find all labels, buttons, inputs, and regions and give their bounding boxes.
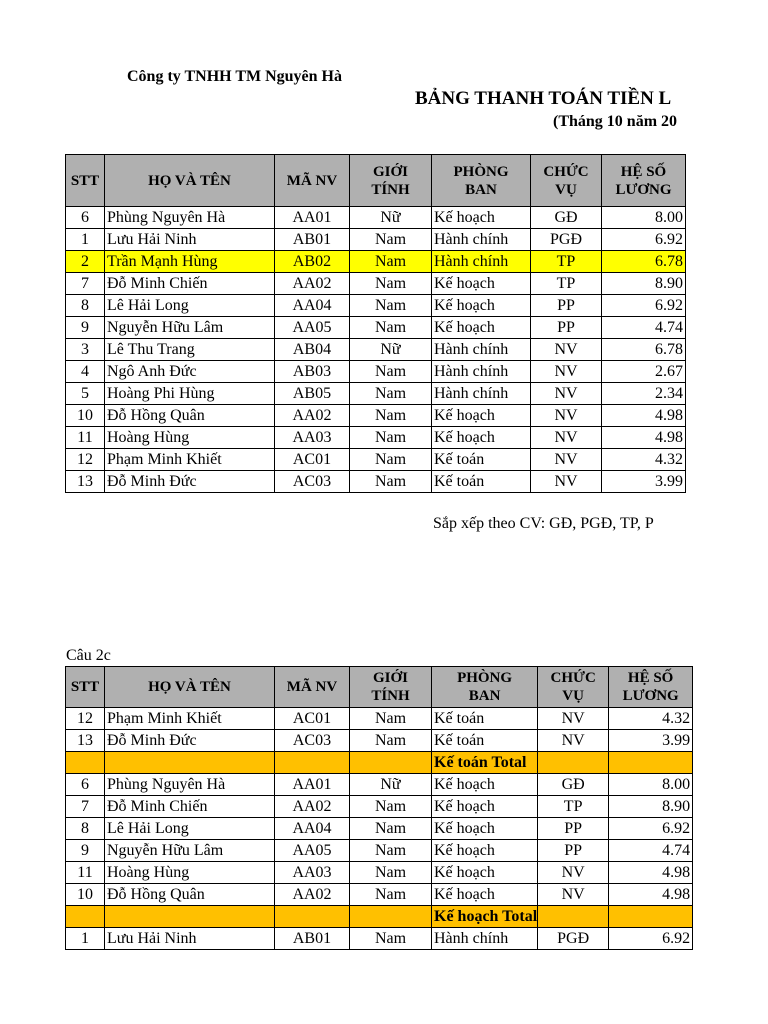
col-header-ma-nv[interactable]: MÃ NV xyxy=(275,667,350,708)
cell-stt[interactable]: 11 xyxy=(66,427,105,449)
cell-chuc-vu[interactable]: GĐ xyxy=(538,774,609,796)
cell-phong-ban[interactable]: Kế hoạch xyxy=(432,796,538,818)
cell-phong-ban[interactable]: Kế hoạch xyxy=(432,840,538,862)
cell-chuc-vu[interactable]: PP xyxy=(538,818,609,840)
cell-ma-nv[interactable]: AC03 xyxy=(275,730,350,752)
table-row xyxy=(66,471,686,493)
cell-he-so[interactable]: 4.98 xyxy=(609,862,693,884)
cell-ma-nv[interactable]: AA01 xyxy=(275,774,350,796)
subtotal-empty-cell[interactable] xyxy=(275,752,350,774)
cell-gioi-tinh[interactable]: Nam xyxy=(350,862,432,884)
cell-chuc-vu[interactable]: TP xyxy=(531,273,602,295)
header-row xyxy=(66,155,686,207)
subtotal-empty-cell[interactable] xyxy=(105,906,275,928)
cell-name[interactable]: Hoàng Hùng xyxy=(105,862,275,884)
cell-phong-ban[interactable]: Kế hoạch xyxy=(432,405,531,427)
col-header-chuc-vu[interactable]: CHỨC VỤ xyxy=(538,667,609,708)
cell-ma-nv[interactable]: AA01 xyxy=(275,207,350,229)
cell-ma-nv[interactable]: AA02 xyxy=(275,405,350,427)
cell-stt[interactable]: 3 xyxy=(66,339,105,361)
cell-phong-ban[interactable]: Kế hoạch xyxy=(432,295,531,317)
cell-ma-nv[interactable]: AA03 xyxy=(275,427,350,449)
cell-name[interactable]: Lê Hải Long xyxy=(105,818,275,840)
cell-name[interactable]: Đỗ Hồng Quân xyxy=(105,884,275,906)
cell-stt[interactable]: 10 xyxy=(66,884,105,906)
cell-name[interactable]: Ngô Anh Đức xyxy=(105,361,275,383)
cell-gioi-tinh[interactable]: Nam xyxy=(350,317,432,339)
cell-he-so[interactable]: 6.78 xyxy=(602,339,686,361)
cell-name[interactable]: Nguyễn Hữu Lâm xyxy=(105,317,275,339)
cell-ma-nv[interactable]: AB03 xyxy=(275,361,350,383)
cell-stt[interactable]: 8 xyxy=(66,295,105,317)
cell-name[interactable]: Đỗ Minh Chiến xyxy=(105,796,275,818)
cell-he-so[interactable]: 4.74 xyxy=(602,317,686,339)
cell-phong-ban[interactable]: Kế toán xyxy=(432,449,531,471)
col-header-gioi-tinh[interactable]: GIỚI TÍNH xyxy=(350,155,432,207)
cell-name[interactable]: Phạm Minh Khiết xyxy=(105,449,275,471)
cell-ma-nv[interactable]: AA02 xyxy=(275,884,350,906)
cell-stt[interactable]: 2 xyxy=(66,251,105,273)
cell-name[interactable]: Đỗ Minh Đức xyxy=(105,471,275,493)
cell-he-so[interactable]: 8.90 xyxy=(602,273,686,295)
cell-name[interactable]: Phùng Nguyên Hà xyxy=(105,207,275,229)
table-row xyxy=(66,273,686,295)
cell-chuc-vu[interactable]: PP xyxy=(531,317,602,339)
subtotal-empty-cell[interactable] xyxy=(105,752,275,774)
sheet-subtitle: (Tháng 10 năm 20 xyxy=(553,113,678,130)
subtotal-empty-cell[interactable] xyxy=(275,906,350,928)
cell-name[interactable]: Lê Hải Long xyxy=(105,295,275,317)
table-row xyxy=(66,884,693,906)
cell-he-so[interactable]: 6.92 xyxy=(602,229,686,251)
cell-chuc-vu[interactable]: NV xyxy=(538,730,609,752)
cell-ma-nv[interactable]: AA02 xyxy=(275,273,350,295)
cell-name[interactable]: Lưu Hải Ninh xyxy=(105,229,275,251)
col-header-name[interactable]: HỌ VÀ TÊN xyxy=(105,155,275,207)
cell-he-so[interactable]: 8.90 xyxy=(609,796,693,818)
table-row xyxy=(66,928,693,950)
col-header-phong-ban[interactable]: PHÒNG BAN xyxy=(432,155,531,207)
cell-he-so[interactable]: 8.00 xyxy=(602,207,686,229)
cell-stt[interactable]: 10 xyxy=(66,405,105,427)
cell-he-so[interactable]: 3.99 xyxy=(602,471,686,493)
cell-stt[interactable]: 12 xyxy=(66,708,105,730)
cell-ma-nv[interactable]: AB02 xyxy=(275,251,350,273)
cell-chuc-vu[interactable]: NV xyxy=(531,449,602,471)
cell-chuc-vu[interactable]: NV xyxy=(538,862,609,884)
table-row xyxy=(66,774,693,796)
cell-phong-ban[interactable]: Kế toán xyxy=(432,708,538,730)
cell-gioi-tinh[interactable]: Nam xyxy=(350,708,432,730)
cell-gioi-tinh[interactable]: Nam xyxy=(350,405,432,427)
cell-chuc-vu[interactable]: NV xyxy=(538,708,609,730)
table-row xyxy=(66,361,686,383)
company-name: Công ty TNHH TM Nguyên Hà xyxy=(127,68,342,85)
cell-gioi-tinh[interactable]: Nam xyxy=(350,383,432,405)
cell-ma-nv[interactable]: AC01 xyxy=(275,708,350,730)
cell-ma-nv[interactable]: AA04 xyxy=(275,818,350,840)
cell-phong-ban[interactable]: Kế toán xyxy=(432,471,531,493)
cell-ma-nv[interactable]: AA04 xyxy=(275,295,350,317)
cell-he-so[interactable]: 3.99 xyxy=(609,730,693,752)
col-header-stt[interactable]: STT xyxy=(66,667,105,708)
cell-he-so[interactable]: 6.78 xyxy=(602,251,686,273)
table-row xyxy=(66,708,693,730)
subtotal-empty-cell[interactable] xyxy=(350,906,432,928)
cell-ma-nv[interactable]: AB04 xyxy=(275,339,350,361)
subtotal-empty-cell[interactable] xyxy=(538,906,609,928)
col-header-chuc-vu[interactable]: CHỨC VỤ xyxy=(531,155,602,207)
cell-he-so[interactable]: 4.32 xyxy=(602,449,686,471)
cell-stt[interactable]: 1 xyxy=(66,928,105,950)
cell-stt[interactable]: 5 xyxy=(66,383,105,405)
cell-stt[interactable]: 4 xyxy=(66,361,105,383)
cell-chuc-vu[interactable]: NV xyxy=(531,405,602,427)
cell-ma-nv[interactable]: AB01 xyxy=(275,928,350,950)
subtotal-empty-cell[interactable] xyxy=(66,906,105,928)
cell-chuc-vu[interactable]: NV xyxy=(531,383,602,405)
cell-gioi-tinh[interactable]: Nữ xyxy=(350,207,432,229)
cell-gioi-tinh[interactable]: Nam xyxy=(350,427,432,449)
cell-phong-ban[interactable]: Kế hoạch xyxy=(432,774,538,796)
cell-he-so[interactable]: 6.92 xyxy=(609,818,693,840)
table-row xyxy=(66,405,686,427)
table-row xyxy=(66,339,686,361)
cell-gioi-tinh[interactable]: Nam xyxy=(350,796,432,818)
cell-he-so[interactable]: 6.92 xyxy=(609,928,693,950)
sort-note: Sắp xếp theo CV: GĐ, PGĐ, TP, P xyxy=(433,515,654,532)
cell-chuc-vu[interactable]: TP xyxy=(538,796,609,818)
cell-ma-nv[interactable]: AB05 xyxy=(275,383,350,405)
cell-he-so[interactable]: 6.92 xyxy=(602,295,686,317)
cell-gioi-tinh[interactable]: Nam xyxy=(350,730,432,752)
table-row xyxy=(66,427,686,449)
cell-phong-ban[interactable]: Kế hoạch xyxy=(432,818,538,840)
cell-ma-nv[interactable]: AA05 xyxy=(275,317,350,339)
salary-table-subtotals xyxy=(65,666,693,950)
subtotal-empty-cell[interactable] xyxy=(538,752,609,774)
cell-name[interactable]: Hoàng Phi Hùng xyxy=(105,383,275,405)
cell-gioi-tinh[interactable]: Nữ xyxy=(350,339,432,361)
salary-table-sorted xyxy=(65,154,686,493)
subtotal-label[interactable]: Kế hoạch Total xyxy=(432,906,538,928)
col-header-gioi-tinh[interactable]: GIỚI TÍNH xyxy=(350,667,432,708)
table-row xyxy=(66,229,686,251)
cell-phong-ban[interactable]: Kế hoạch xyxy=(432,207,531,229)
cell-chuc-vu[interactable]: NV xyxy=(531,361,602,383)
cell-stt[interactable]: 9 xyxy=(66,317,105,339)
cell-gioi-tinh[interactable]: Nam xyxy=(350,361,432,383)
cell-chuc-vu[interactable]: PP xyxy=(538,840,609,862)
cell-gioi-tinh[interactable]: Nam xyxy=(350,884,432,906)
cell-phong-ban[interactable]: Hành chính xyxy=(432,339,531,361)
subtotal-empty-cell[interactable] xyxy=(66,752,105,774)
cell-he-so[interactable]: 4.32 xyxy=(609,708,693,730)
cell-gioi-tinh[interactable]: Nam xyxy=(350,471,432,493)
cell-he-so[interactable]: 8.00 xyxy=(609,774,693,796)
table-row xyxy=(66,818,693,840)
cell-he-so[interactable]: 4.98 xyxy=(609,884,693,906)
subtotal-empty-cell[interactable] xyxy=(609,906,693,928)
subtotal-empty-cell[interactable] xyxy=(350,752,432,774)
cell-phong-ban[interactable]: Hành chính xyxy=(432,229,531,251)
cell-phong-ban[interactable]: Hành chính xyxy=(432,251,531,273)
cell-he-so[interactable]: 2.67 xyxy=(602,361,686,383)
cell-name[interactable]: Phạm Minh Khiết xyxy=(105,708,275,730)
cell-gioi-tinh[interactable]: Nam xyxy=(350,295,432,317)
table-row xyxy=(66,295,686,317)
cell-chuc-vu[interactable]: NV xyxy=(531,339,602,361)
cell-ma-nv[interactable]: AC03 xyxy=(275,471,350,493)
section-label: Câu 2c xyxy=(66,647,111,664)
col-header-stt[interactable]: STT xyxy=(66,155,105,207)
cell-gioi-tinh[interactable]: Nam xyxy=(350,818,432,840)
col-header-he-so[interactable]: HỆ SỐ LƯƠNG xyxy=(602,155,686,207)
cell-phong-ban[interactable]: Hành chính xyxy=(432,383,531,405)
table-row xyxy=(66,207,686,229)
cell-stt[interactable]: 13 xyxy=(66,471,105,493)
header-row xyxy=(66,667,693,708)
cell-chuc-vu[interactable]: PP xyxy=(531,295,602,317)
cell-stt[interactable]: 8 xyxy=(66,818,105,840)
cell-phong-ban[interactable]: Kế hoạch xyxy=(432,427,531,449)
cell-phong-ban[interactable]: Kế toán xyxy=(432,730,538,752)
table-row xyxy=(66,449,686,471)
table-row xyxy=(66,840,693,862)
col-header-ma-nv[interactable]: MÃ NV xyxy=(275,155,350,207)
cell-chuc-vu[interactable]: NV xyxy=(531,471,602,493)
cell-name[interactable]: Lưu Hải Ninh xyxy=(105,928,275,950)
cell-he-so[interactable]: 4.74 xyxy=(609,840,693,862)
cell-name[interactable]: Lê Thu Trang xyxy=(105,339,275,361)
cell-chuc-vu[interactable]: NV xyxy=(531,427,602,449)
cell-name[interactable]: Đỗ Minh Chiến xyxy=(105,273,275,295)
cell-phong-ban[interactable]: Kế hoạch xyxy=(432,884,538,906)
subtotal-row xyxy=(66,752,693,774)
cell-he-so[interactable]: 4.98 xyxy=(602,427,686,449)
table-row xyxy=(66,317,686,339)
cell-gioi-tinh[interactable]: Nam xyxy=(350,229,432,251)
table-row xyxy=(66,796,693,818)
cell-phong-ban[interactable]: Kế hoạch xyxy=(432,317,531,339)
subtotal-row xyxy=(66,906,693,928)
cell-stt[interactable]: 12 xyxy=(66,449,105,471)
cell-stt[interactable]: 6 xyxy=(66,207,105,229)
table-row xyxy=(66,862,693,884)
cell-gioi-tinh[interactable]: Nam xyxy=(350,840,432,862)
subtotal-empty-cell[interactable] xyxy=(609,752,693,774)
cell-name[interactable]: Đỗ Hồng Quân xyxy=(105,405,275,427)
cell-gioi-tinh[interactable]: Nam xyxy=(350,251,432,273)
cell-name[interactable]: Phùng Nguyên Hà xyxy=(105,774,275,796)
sheet-title: BẢNG THANH TOÁN TIỀN L xyxy=(415,88,672,109)
col-header-he-so[interactable]: HỆ SỐ LƯƠNG xyxy=(609,667,693,708)
cell-chuc-vu[interactable]: GĐ xyxy=(531,207,602,229)
cell-ma-nv[interactable]: AA05 xyxy=(275,840,350,862)
cell-stt[interactable]: 1 xyxy=(66,229,105,251)
cell-name[interactable]: Đỗ Minh Đức xyxy=(105,730,275,752)
cell-gioi-tinh[interactable]: Nam xyxy=(350,449,432,471)
cell-he-so[interactable]: 4.98 xyxy=(602,405,686,427)
cell-name[interactable]: Nguyễn Hữu Lâm xyxy=(105,840,275,862)
col-header-phong-ban[interactable]: PHÒNG BAN xyxy=(432,667,538,708)
cell-stt[interactable]: 11 xyxy=(66,862,105,884)
cell-stt[interactable]: 7 xyxy=(66,796,105,818)
cell-stt[interactable]: 7 xyxy=(66,273,105,295)
cell-gioi-tinh[interactable]: Nữ xyxy=(350,774,432,796)
cell-chuc-vu[interactable]: NV xyxy=(538,884,609,906)
cell-stt[interactable]: 9 xyxy=(66,840,105,862)
cell-gioi-tinh[interactable]: Nam xyxy=(350,273,432,295)
cell-name[interactable]: Hoàng Hùng xyxy=(105,427,275,449)
cell-name[interactable]: Trần Mạnh Hùng xyxy=(105,251,275,273)
col-header-name[interactable]: HỌ VÀ TÊN xyxy=(105,667,275,708)
cell-ma-nv[interactable]: AC01 xyxy=(275,449,350,471)
cell-phong-ban[interactable]: Hành chính xyxy=(432,361,531,383)
cell-gioi-tinh[interactable]: Nam xyxy=(350,928,432,950)
cell-stt[interactable]: 13 xyxy=(66,730,105,752)
cell-chuc-vu[interactable]: TP xyxy=(531,251,602,273)
cell-he-so[interactable]: 2.34 xyxy=(602,383,686,405)
cell-phong-ban[interactable]: Kế hoạch xyxy=(432,862,538,884)
cell-stt[interactable]: 6 xyxy=(66,774,105,796)
cell-ma-nv[interactable]: AB01 xyxy=(275,229,350,251)
subtotal-label[interactable]: Kế toán Total xyxy=(432,752,538,774)
cell-chuc-vu[interactable]: PGĐ xyxy=(538,928,609,950)
cell-phong-ban[interactable]: Hành chính xyxy=(432,928,538,950)
table-row xyxy=(66,383,686,405)
cell-ma-nv[interactable]: AA02 xyxy=(275,796,350,818)
table-row xyxy=(66,730,693,752)
cell-phong-ban[interactable]: Kế hoạch xyxy=(432,273,531,295)
table-row-highlighted xyxy=(66,251,686,273)
cell-chuc-vu[interactable]: PGĐ xyxy=(531,229,602,251)
cell-ma-nv[interactable]: AA03 xyxy=(275,862,350,884)
